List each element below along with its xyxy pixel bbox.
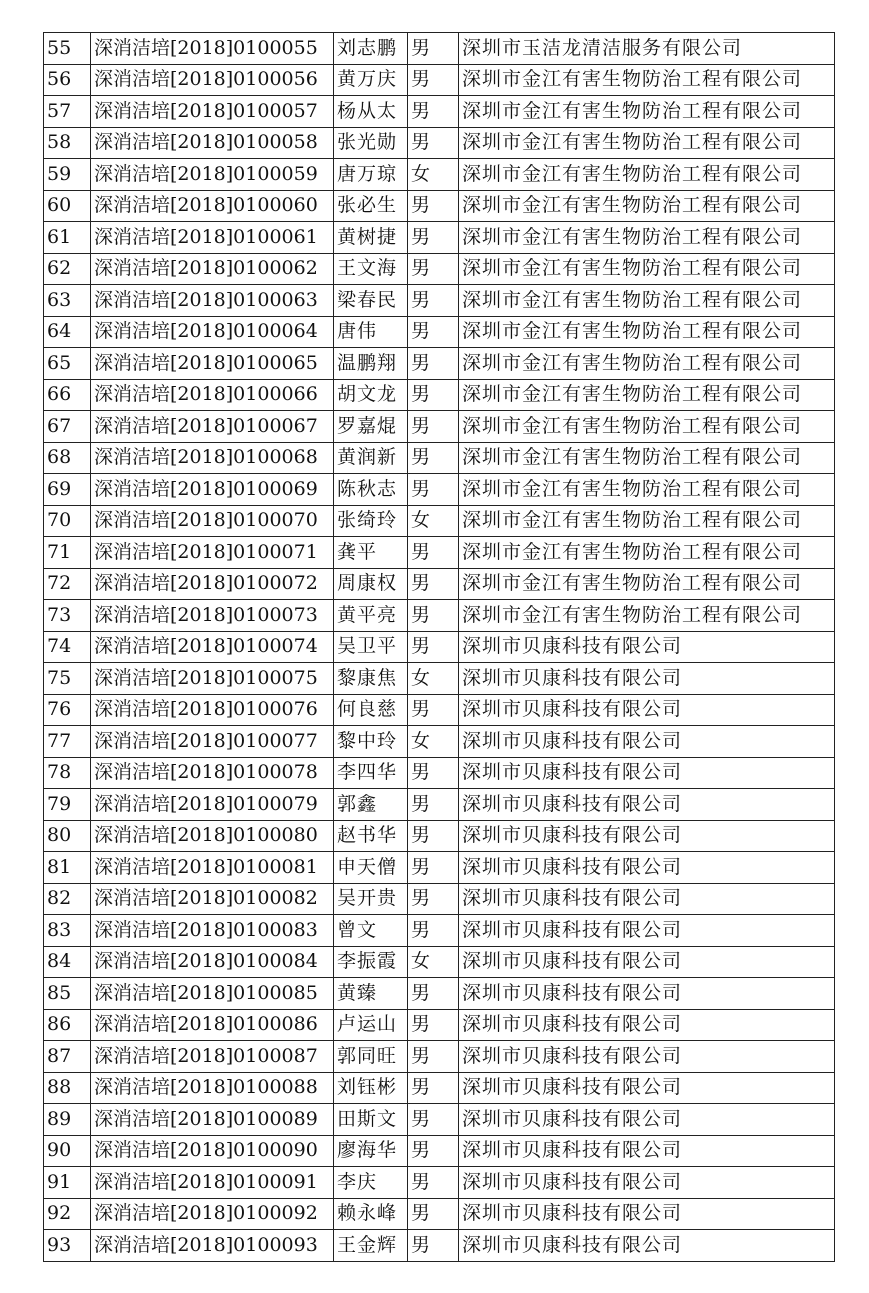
certificate-number: 深消洁培[2018]0100068 bbox=[91, 442, 334, 474]
row-number: 55 bbox=[44, 33, 91, 65]
row-number: 85 bbox=[44, 978, 91, 1010]
row-number: 92 bbox=[44, 1198, 91, 1230]
trainee-sex: 男 bbox=[408, 285, 459, 317]
company-name: 深圳市金江有害生物防治工程有限公司 bbox=[459, 285, 835, 317]
company-name: 深圳市金江有害生物防治工程有限公司 bbox=[459, 379, 835, 411]
trainee-sex: 男 bbox=[408, 33, 459, 65]
table-row bbox=[44, 379, 835, 411]
row-number: 76 bbox=[44, 694, 91, 726]
table-row bbox=[44, 883, 835, 915]
trainee-sex: 男 bbox=[408, 442, 459, 474]
company-name: 深圳市贝康科技有限公司 bbox=[459, 883, 835, 915]
row-number: 78 bbox=[44, 757, 91, 789]
table-row bbox=[44, 222, 835, 254]
certificate-number: 深消洁培[2018]0100088 bbox=[91, 1072, 334, 1104]
company-name: 深圳市金江有害生物防治工程有限公司 bbox=[459, 600, 835, 632]
company-name: 深圳市贝康科技有限公司 bbox=[459, 978, 835, 1010]
row-number: 88 bbox=[44, 1072, 91, 1104]
table-row bbox=[44, 253, 835, 285]
row-number: 71 bbox=[44, 537, 91, 569]
trainee-name: 唐伟 bbox=[334, 316, 408, 348]
trainee-name: 黄润新 bbox=[334, 442, 408, 474]
row-number: 81 bbox=[44, 852, 91, 884]
table-row bbox=[44, 631, 835, 663]
certificate-number: 深消洁培[2018]0100061 bbox=[91, 222, 334, 254]
company-name: 深圳市贝康科技有限公司 bbox=[459, 1041, 835, 1073]
trainee-sex: 女 bbox=[408, 159, 459, 191]
trainee-name: 赖永峰 bbox=[334, 1198, 408, 1230]
company-name: 深圳市金江有害生物防治工程有限公司 bbox=[459, 348, 835, 380]
trainee-sex: 男 bbox=[408, 379, 459, 411]
certificate-number: 深消洁培[2018]0100086 bbox=[91, 1009, 334, 1041]
trainee-sex: 男 bbox=[408, 411, 459, 443]
certificate-number: 深消洁培[2018]0100060 bbox=[91, 190, 334, 222]
trainee-sex: 男 bbox=[408, 64, 459, 96]
company-name: 深圳市玉洁龙清洁服务有限公司 bbox=[459, 33, 835, 65]
table-row bbox=[44, 757, 835, 789]
certificate-number: 深消洁培[2018]0100075 bbox=[91, 663, 334, 695]
company-name: 深圳市贝康科技有限公司 bbox=[459, 757, 835, 789]
company-name: 深圳市金江有害生物防治工程有限公司 bbox=[459, 537, 835, 569]
trainee-sex: 男 bbox=[408, 1167, 459, 1199]
trainee-sex: 男 bbox=[408, 1041, 459, 1073]
company-name: 深圳市金江有害生物防治工程有限公司 bbox=[459, 64, 835, 96]
table-row bbox=[44, 820, 835, 852]
table-row bbox=[44, 348, 835, 380]
certificate-number: 深消洁培[2018]0100077 bbox=[91, 726, 334, 758]
trainee-name: 龚平 bbox=[334, 537, 408, 569]
table-row bbox=[44, 1167, 835, 1199]
certificate-number: 深消洁培[2018]0100079 bbox=[91, 789, 334, 821]
row-number: 93 bbox=[44, 1230, 91, 1262]
trainee-name: 唐万琼 bbox=[334, 159, 408, 191]
row-number: 80 bbox=[44, 820, 91, 852]
trainee-name: 黎康焦 bbox=[334, 663, 408, 695]
trainee-sex: 男 bbox=[408, 915, 459, 947]
trainee-sex: 男 bbox=[408, 978, 459, 1010]
trainee-name: 黄平亮 bbox=[334, 600, 408, 632]
row-number: 68 bbox=[44, 442, 91, 474]
table-row bbox=[44, 600, 835, 632]
certificate-number: 深消洁培[2018]0100093 bbox=[91, 1230, 334, 1262]
table-row bbox=[44, 1072, 835, 1104]
table-row bbox=[44, 96, 835, 128]
trainee-sex: 男 bbox=[408, 820, 459, 852]
trainee-sex: 男 bbox=[408, 694, 459, 726]
row-number: 86 bbox=[44, 1009, 91, 1041]
trainee-name: 卢运山 bbox=[334, 1009, 408, 1041]
company-name: 深圳市贝康科技有限公司 bbox=[459, 694, 835, 726]
row-number: 57 bbox=[44, 96, 91, 128]
certificate-number: 深消洁培[2018]0100078 bbox=[91, 757, 334, 789]
company-name: 深圳市贝康科技有限公司 bbox=[459, 1135, 835, 1167]
trainee-sex: 男 bbox=[408, 127, 459, 159]
company-name: 深圳市贝康科技有限公司 bbox=[459, 820, 835, 852]
trainee-sex: 女 bbox=[408, 726, 459, 758]
trainee-sex: 男 bbox=[408, 348, 459, 380]
row-number: 82 bbox=[44, 883, 91, 915]
company-name: 深圳市金江有害生物防治工程有限公司 bbox=[459, 505, 835, 537]
trainee-sex: 男 bbox=[408, 631, 459, 663]
company-name: 深圳市金江有害生物防治工程有限公司 bbox=[459, 474, 835, 506]
trainee-name: 曾文 bbox=[334, 915, 408, 947]
row-number: 77 bbox=[44, 726, 91, 758]
company-name: 深圳市金江有害生物防治工程有限公司 bbox=[459, 159, 835, 191]
certificate-number: 深消洁培[2018]0100081 bbox=[91, 852, 334, 884]
company-name: 深圳市贝康科技有限公司 bbox=[459, 1104, 835, 1136]
row-number: 84 bbox=[44, 946, 91, 978]
certificate-number: 深消洁培[2018]0100073 bbox=[91, 600, 334, 632]
table-row bbox=[44, 411, 835, 443]
trainee-name: 张绮玲 bbox=[334, 505, 408, 537]
company-name: 深圳市贝康科技有限公司 bbox=[459, 915, 835, 947]
trainee-sex: 男 bbox=[408, 316, 459, 348]
company-name: 深圳市金江有害生物防治工程有限公司 bbox=[459, 222, 835, 254]
trainee-name: 赵书华 bbox=[334, 820, 408, 852]
trainee-sex: 男 bbox=[408, 1072, 459, 1104]
company-name: 深圳市贝康科技有限公司 bbox=[459, 946, 835, 978]
table-row bbox=[44, 505, 835, 537]
certificate-number: 深消洁培[2018]0100076 bbox=[91, 694, 334, 726]
trainee-sex: 女 bbox=[408, 505, 459, 537]
trainee-name: 何良慈 bbox=[334, 694, 408, 726]
trainee-sex: 男 bbox=[408, 600, 459, 632]
company-name: 深圳市贝康科技有限公司 bbox=[459, 663, 835, 695]
roster-body bbox=[44, 33, 835, 1262]
certificate-number: 深消洁培[2018]0100059 bbox=[91, 159, 334, 191]
company-name: 深圳市贝康科技有限公司 bbox=[459, 1198, 835, 1230]
trainee-name: 刘志鹏 bbox=[334, 33, 408, 65]
table-row bbox=[44, 33, 835, 65]
trainee-sex: 男 bbox=[408, 474, 459, 506]
table-row bbox=[44, 159, 835, 191]
trainee-sex: 女 bbox=[408, 663, 459, 695]
trainee-sex: 男 bbox=[408, 96, 459, 128]
trainee-sex: 男 bbox=[408, 789, 459, 821]
trainee-name: 杨从太 bbox=[334, 96, 408, 128]
trainee-name: 李四华 bbox=[334, 757, 408, 789]
certificate-number: 深消洁培[2018]0100082 bbox=[91, 883, 334, 915]
row-number: 83 bbox=[44, 915, 91, 947]
row-number: 65 bbox=[44, 348, 91, 380]
row-number: 90 bbox=[44, 1135, 91, 1167]
trainee-name: 李庆 bbox=[334, 1167, 408, 1199]
row-number: 62 bbox=[44, 253, 91, 285]
certificate-number: 深消洁培[2018]0100056 bbox=[91, 64, 334, 96]
trainee-name: 张光勋 bbox=[334, 127, 408, 159]
company-name: 深圳市金江有害生物防治工程有限公司 bbox=[459, 411, 835, 443]
trainee-sex: 男 bbox=[408, 568, 459, 600]
table-row bbox=[44, 316, 835, 348]
trainee-name: 陈秋志 bbox=[334, 474, 408, 506]
certificate-number: 深消洁培[2018]0100084 bbox=[91, 946, 334, 978]
trainee-name: 田斯文 bbox=[334, 1104, 408, 1136]
trainee-name: 黄万庆 bbox=[334, 64, 408, 96]
row-number: 56 bbox=[44, 64, 91, 96]
row-number: 72 bbox=[44, 568, 91, 600]
row-number: 79 bbox=[44, 789, 91, 821]
certificate-number: 深消洁培[2018]0100067 bbox=[91, 411, 334, 443]
table-row bbox=[44, 789, 835, 821]
certificate-number: 深消洁培[2018]0100062 bbox=[91, 253, 334, 285]
row-number: 91 bbox=[44, 1167, 91, 1199]
company-name: 深圳市金江有害生物防治工程有限公司 bbox=[459, 96, 835, 128]
table-row bbox=[44, 1009, 835, 1041]
row-number: 66 bbox=[44, 379, 91, 411]
company-name: 深圳市贝康科技有限公司 bbox=[459, 1009, 835, 1041]
certificate-number: 深消洁培[2018]0100058 bbox=[91, 127, 334, 159]
company-name: 深圳市金江有害生物防治工程有限公司 bbox=[459, 316, 835, 348]
table-row bbox=[44, 1104, 835, 1136]
table-row bbox=[44, 915, 835, 947]
row-number: 59 bbox=[44, 159, 91, 191]
certificate-number: 深消洁培[2018]0100092 bbox=[91, 1198, 334, 1230]
certificate-number: 深消洁培[2018]0100091 bbox=[91, 1167, 334, 1199]
trainee-name: 申天僧 bbox=[334, 852, 408, 884]
table-row bbox=[44, 1135, 835, 1167]
trainee-name: 李振霞 bbox=[334, 946, 408, 978]
trainee-name: 黄树捷 bbox=[334, 222, 408, 254]
trainee-name: 胡文龙 bbox=[334, 379, 408, 411]
row-number: 74 bbox=[44, 631, 91, 663]
trainee-sex: 男 bbox=[408, 253, 459, 285]
table-row bbox=[44, 852, 835, 884]
row-number: 64 bbox=[44, 316, 91, 348]
company-name: 深圳市贝康科技有限公司 bbox=[459, 726, 835, 758]
trainee-name: 罗嘉焜 bbox=[334, 411, 408, 443]
trainee-name: 郭鑫 bbox=[334, 789, 408, 821]
certificate-number: 深消洁培[2018]0100069 bbox=[91, 474, 334, 506]
trainee-roster-table bbox=[43, 32, 835, 1262]
trainee-sex: 男 bbox=[408, 1135, 459, 1167]
table-row bbox=[44, 1041, 835, 1073]
table-row bbox=[44, 474, 835, 506]
row-number: 73 bbox=[44, 600, 91, 632]
certificate-number: 深消洁培[2018]0100066 bbox=[91, 379, 334, 411]
trainee-name: 温鹏翔 bbox=[334, 348, 408, 380]
table-row bbox=[44, 663, 835, 695]
trainee-name: 吴卫平 bbox=[334, 631, 408, 663]
table-row bbox=[44, 285, 835, 317]
company-name: 深圳市金江有害生物防治工程有限公司 bbox=[459, 442, 835, 474]
certificate-number: 深消洁培[2018]0100085 bbox=[91, 978, 334, 1010]
company-name: 深圳市金江有害生物防治工程有限公司 bbox=[459, 127, 835, 159]
company-name: 深圳市贝康科技有限公司 bbox=[459, 852, 835, 884]
certificate-number: 深消洁培[2018]0100089 bbox=[91, 1104, 334, 1136]
table-row bbox=[44, 190, 835, 222]
company-name: 深圳市金江有害生物防治工程有限公司 bbox=[459, 253, 835, 285]
trainee-name: 吴开贵 bbox=[334, 883, 408, 915]
company-name: 深圳市贝康科技有限公司 bbox=[459, 1167, 835, 1199]
company-name: 深圳市贝康科技有限公司 bbox=[459, 1072, 835, 1104]
row-number: 87 bbox=[44, 1041, 91, 1073]
trainee-name: 刘钰彬 bbox=[334, 1072, 408, 1104]
table-row bbox=[44, 946, 835, 978]
table-row bbox=[44, 127, 835, 159]
trainee-name: 张必生 bbox=[334, 190, 408, 222]
certificate-number: 深消洁培[2018]0100057 bbox=[91, 96, 334, 128]
row-number: 69 bbox=[44, 474, 91, 506]
certificate-number: 深消洁培[2018]0100063 bbox=[91, 285, 334, 317]
certificate-number: 深消洁培[2018]0100070 bbox=[91, 505, 334, 537]
trainee-name: 王金辉 bbox=[334, 1230, 408, 1262]
row-number: 61 bbox=[44, 222, 91, 254]
trainee-name: 梁春民 bbox=[334, 285, 408, 317]
certificate-number: 深消洁培[2018]0100087 bbox=[91, 1041, 334, 1073]
certificate-number: 深消洁培[2018]0100083 bbox=[91, 915, 334, 947]
trainee-sex: 男 bbox=[408, 1198, 459, 1230]
certificate-number: 深消洁培[2018]0100065 bbox=[91, 348, 334, 380]
trainee-sex: 男 bbox=[408, 222, 459, 254]
company-name: 深圳市贝康科技有限公司 bbox=[459, 631, 835, 663]
table-row bbox=[44, 978, 835, 1010]
company-name: 深圳市金江有害生物防治工程有限公司 bbox=[459, 568, 835, 600]
certificate-number: 深消洁培[2018]0100055 bbox=[91, 33, 334, 65]
trainee-name: 王文海 bbox=[334, 253, 408, 285]
row-number: 60 bbox=[44, 190, 91, 222]
trainee-name: 廖海华 bbox=[334, 1135, 408, 1167]
table-row bbox=[44, 442, 835, 474]
certificate-number: 深消洁培[2018]0100090 bbox=[91, 1135, 334, 1167]
certificate-number: 深消洁培[2018]0100080 bbox=[91, 820, 334, 852]
row-number: 63 bbox=[44, 285, 91, 317]
trainee-name: 黎中玲 bbox=[334, 726, 408, 758]
trainee-sex: 男 bbox=[408, 852, 459, 884]
row-number: 67 bbox=[44, 411, 91, 443]
certificate-number: 深消洁培[2018]0100064 bbox=[91, 316, 334, 348]
trainee-sex: 男 bbox=[408, 883, 459, 915]
table-row bbox=[44, 568, 835, 600]
trainee-sex: 男 bbox=[408, 537, 459, 569]
certificate-number: 深消洁培[2018]0100074 bbox=[91, 631, 334, 663]
row-number: 75 bbox=[44, 663, 91, 695]
trainee-name: 周康权 bbox=[334, 568, 408, 600]
certificate-number: 深消洁培[2018]0100071 bbox=[91, 537, 334, 569]
row-number: 70 bbox=[44, 505, 91, 537]
trainee-sex: 男 bbox=[408, 1104, 459, 1136]
table-row bbox=[44, 1198, 835, 1230]
certificate-number: 深消洁培[2018]0100072 bbox=[91, 568, 334, 600]
trainee-sex: 男 bbox=[408, 1230, 459, 1262]
trainee-sex: 女 bbox=[408, 946, 459, 978]
company-name: 深圳市贝康科技有限公司 bbox=[459, 789, 835, 821]
table-row bbox=[44, 64, 835, 96]
trainee-sex: 男 bbox=[408, 757, 459, 789]
table-row bbox=[44, 726, 835, 758]
trainee-name: 黄臻 bbox=[334, 978, 408, 1010]
trainee-sex: 男 bbox=[408, 190, 459, 222]
row-number: 89 bbox=[44, 1104, 91, 1136]
table-row bbox=[44, 537, 835, 569]
table-row bbox=[44, 694, 835, 726]
company-name: 深圳市金江有害生物防治工程有限公司 bbox=[459, 190, 835, 222]
table-row bbox=[44, 1230, 835, 1262]
company-name: 深圳市贝康科技有限公司 bbox=[459, 1230, 835, 1262]
trainee-sex: 男 bbox=[408, 1009, 459, 1041]
trainee-name: 郭同旺 bbox=[334, 1041, 408, 1073]
row-number: 58 bbox=[44, 127, 91, 159]
